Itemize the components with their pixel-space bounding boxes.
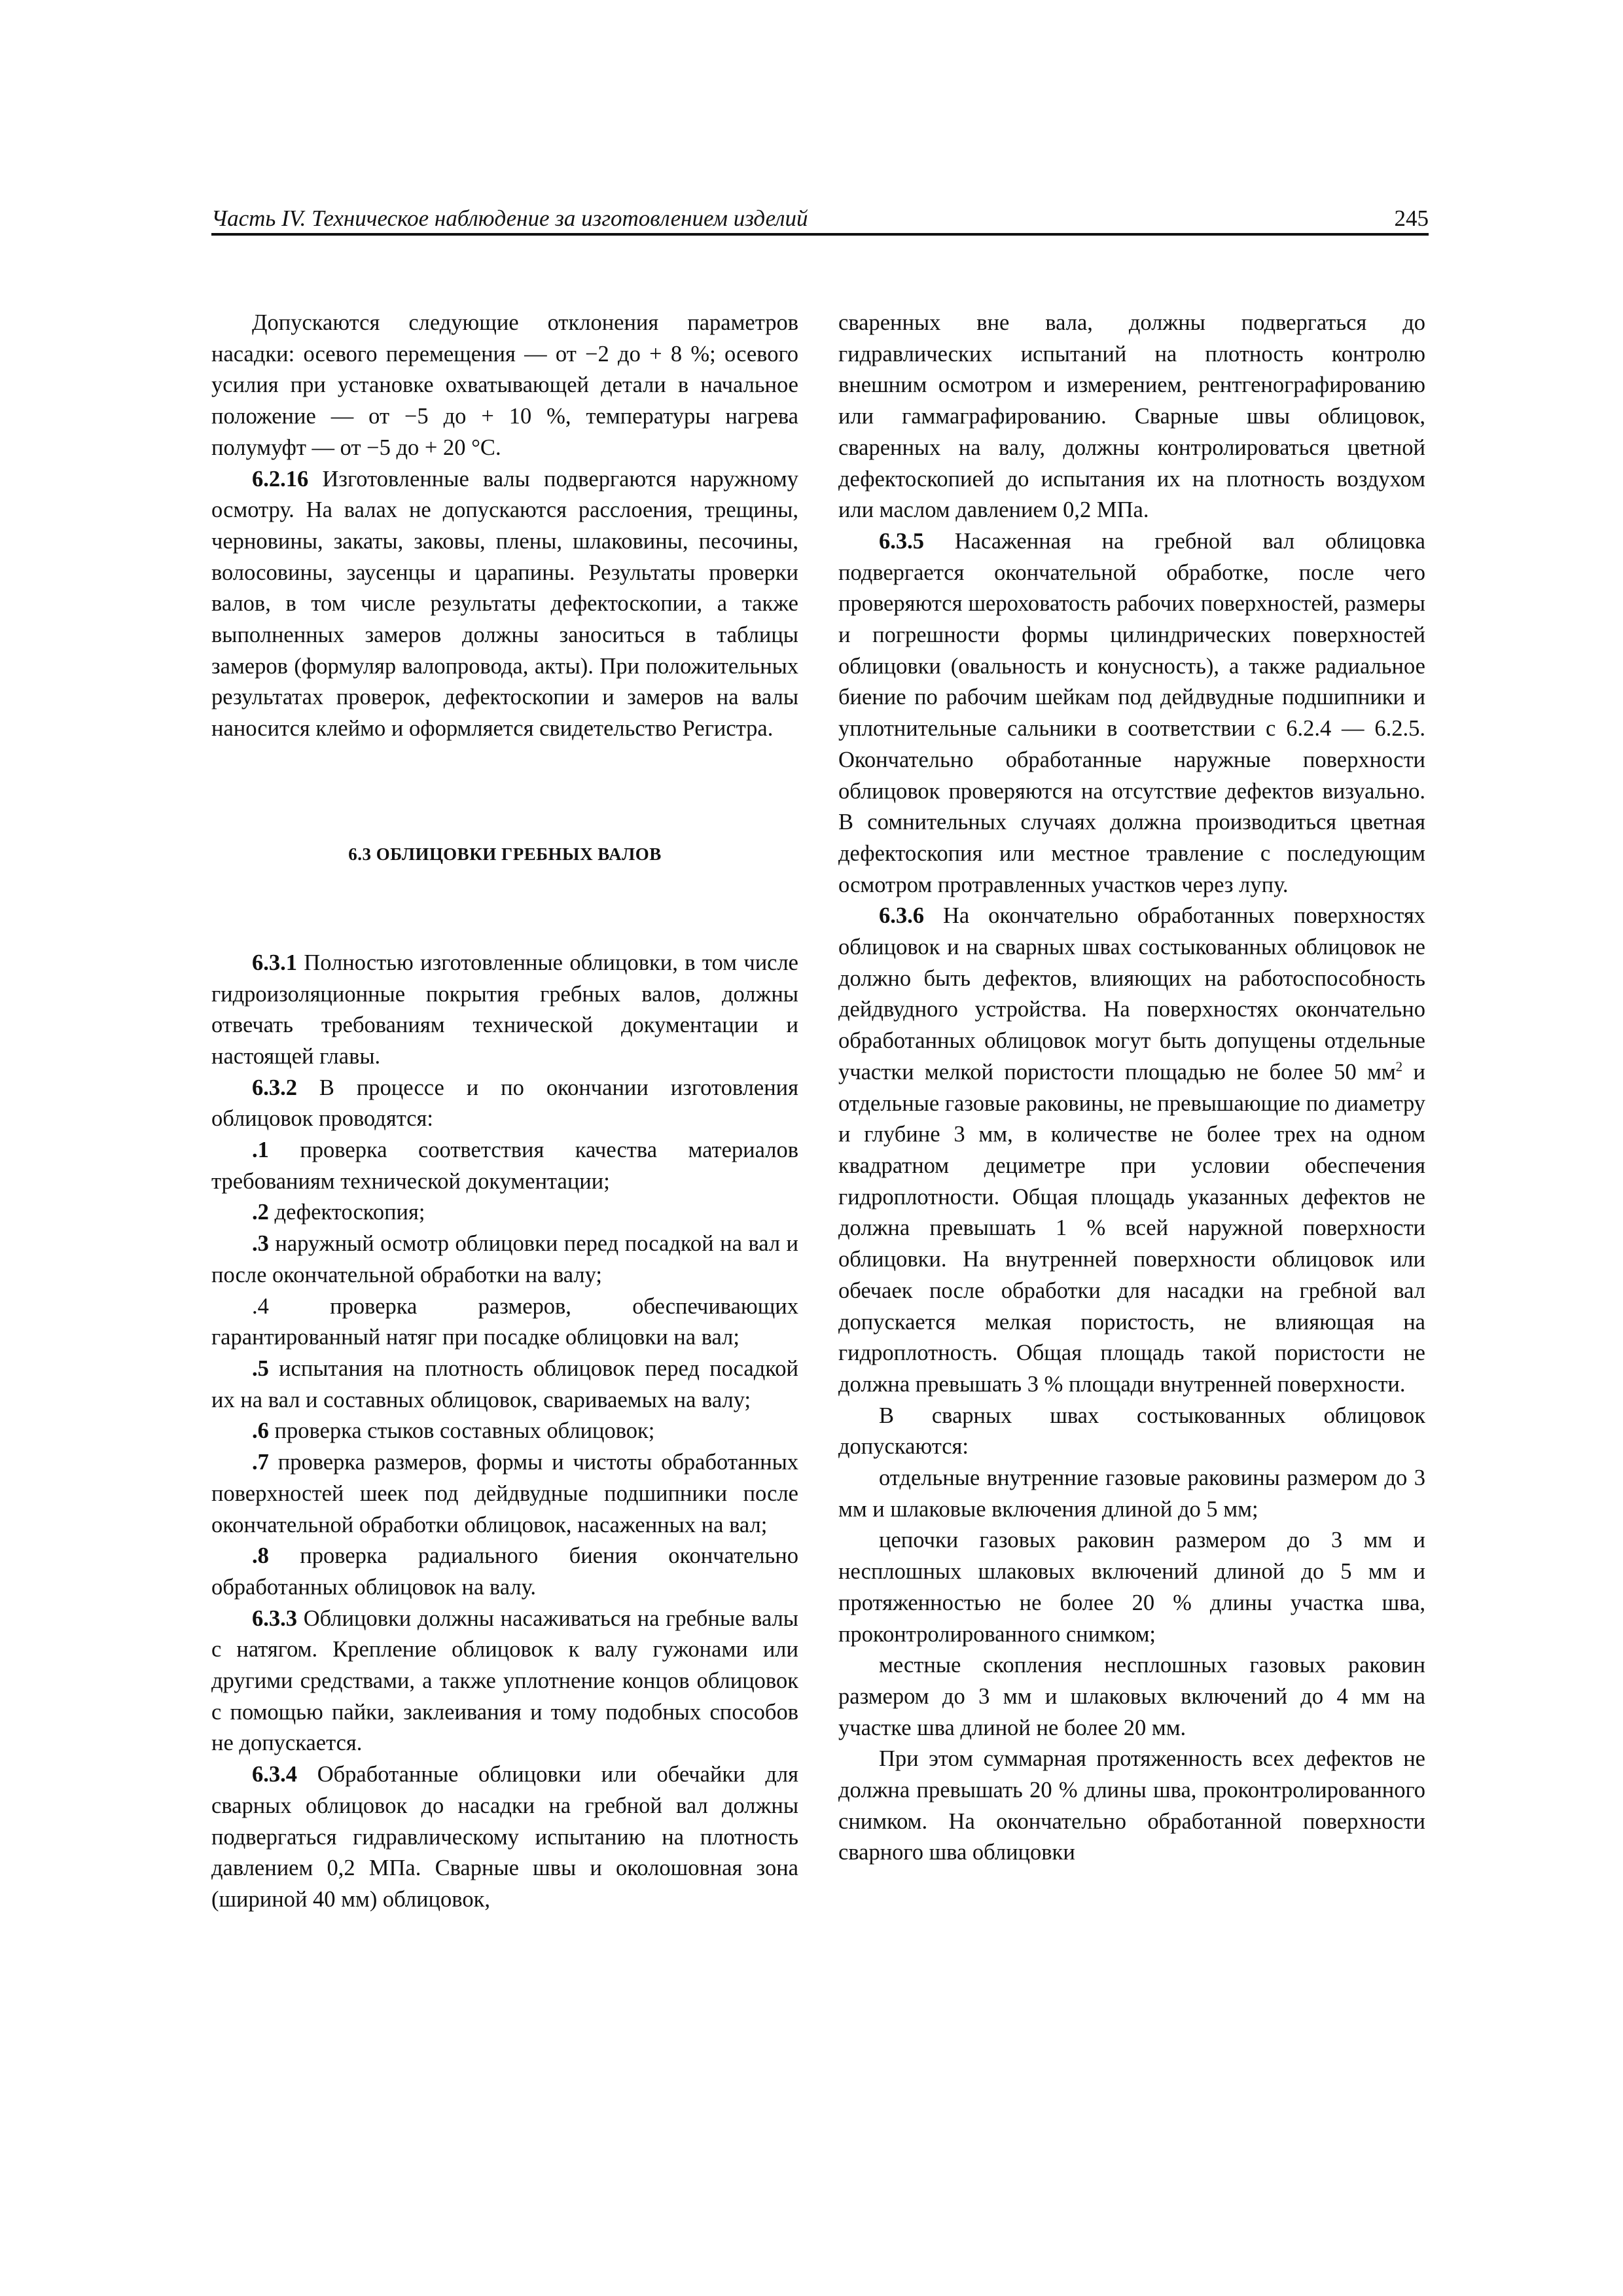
list-item: местные скопления несплошных газовых раковин размером до 3 мм и шлаковых включений до 4 мм на участке шва длиной не более 20 мм. (838, 1653, 1425, 1740)
header-title: Часть IV. Техническое наблюдение за изготовлением изделий (211, 206, 808, 231)
paragraph-6-3-2 (211, 1073, 798, 1135)
superscript: 2 (1395, 1060, 1403, 1075)
paragraph-6-3-6 (838, 901, 1425, 1400)
item-number: .5 (252, 1355, 269, 1381)
list-item: отдельные внутренние газовые раковины размером до 3 мм и шлаковые включения длиной до 5 мм; (838, 1465, 1425, 1522)
clause-number: 6.3.6 (879, 903, 924, 929)
paragraph-weld-defects: В сварных швах состыкованных облицовок допускаются: (838, 1403, 1425, 1460)
clause-text: Полностью изготовленные облицовки, в том числе гидроизоляционные покрытия гребных валов, должны отвечать требованиям технической документации и настоящей главы. (211, 950, 798, 1069)
clause-number: 6.3.1 (252, 950, 297, 975)
clause-text: Облицовки должны насаживаться на гребные валы с натягом. Крепление облицовок к валу гужонами или другими средствами, а также уплотнение концов облицовок с помощью пайки, заклеивания и тому подобных способов не допускается. (211, 1605, 798, 1756)
list-item (211, 1197, 798, 1229)
item-text: проверка соответствия качества материалов требованиям технической документации; (211, 1138, 798, 1194)
item-number: .6 (252, 1418, 269, 1444)
clause-number: 6.2.16 (252, 466, 309, 492)
clause-number: 6.3.4 (252, 1762, 297, 1787)
item-text: проверка размеров, обеспечивающих гарантированный натяг при посадке облицовки на вал; (211, 1293, 798, 1350)
list-item (211, 1447, 798, 1541)
running-header (211, 196, 1429, 236)
item-text: наружный осмотр облицовки перед посадкой на вал и после окончательной обработки на валу; (211, 1231, 798, 1287)
page-number: 245 (1394, 206, 1429, 231)
paragraph-6-3-5 (838, 526, 1425, 901)
item-text: дефектоскопия; (268, 1200, 425, 1225)
item-text: проверка радиального биения окончательно обработанных облицовок на валу. (211, 1543, 798, 1600)
clause-text: Насаженная на гребной вал облицовка подвергается окончательной обработке, после чего проверяются шероховатость рабочих поверхностей, размеры и погрешности формы цилиндрических поверхностей облицовки (овальность и конусность), а также радиальное биение по рабочим шейкам под дейдвудные подшипники и уплотнительные сальники в соответствии с 6.2.4 — 6.2.5. Окончательно обработанные наружные поверхности облицовок проверяются на отсутствие дефектов визуально. В сомнительных случаях должна производиться цветная дефектоскопия или местное травление с последующим осмотром протравленных участков через лупу. (838, 528, 1425, 897)
header-rule (211, 233, 1429, 236)
clause-text: На окончательно обработанных поверхностях облицовок и на сварных швах состыкованных облицовок не должно быть дефектов, влияющих на работоспособность дейдвудного устройства. На поверхностях окончательно обработанных облицовок могут быть допущены отдельные участки мелкой пористости площадью не более 50 мм (838, 903, 1425, 1085)
clause-number: 6.3.5 (879, 528, 924, 554)
item-text: испытания на плотность облицовок перед посадкой их на вал и составных облицовок, свариваемых на валу; (211, 1355, 798, 1412)
paragraph-6-3-4 (211, 1759, 798, 1916)
paragraph-6-3-1 (211, 948, 798, 1073)
right-column (838, 308, 1425, 1869)
paragraph-deviations: Допускаются следующие отклонения параметров насадки: осевого перемещения — от −2 до + 8 %; осевого усилия при установке охватывающей детали в начальное положение — от −5 до + 10 %, температуры нагрева полумуфт — от −5 до + 20 °С. (211, 310, 798, 460)
list-item (211, 1541, 798, 1603)
list-item (211, 1135, 798, 1197)
paragraph-6-3-4-continued: сваренных вне вала, должны подвергаться до гидравлических испытаний на плотность контролю внешним осмотром и измерением, рентгенографированию или гаммаграфированию. Сварные швы облицовок, сваренных на валу, должны контролироваться цветной дефектоскопией до испытания их на плотность воздухом или маслом давлением 0,2 МПа. (838, 310, 1425, 523)
item-number: .3 (252, 1231, 269, 1257)
item-number: .7 (252, 1450, 269, 1475)
clause-text: и отдельные газовые раковины, не превышающие по диаметру и глубине 3 мм, в количестве не более трех на одном квадратном дециметре при условии обеспечения гидроплотности. Общая площадь указанных дефектов не должна превышать 1 % всей наружной поверхности облицовки. На внутренней поверхности облицовок или обечаек после обработки для насадки на гребной вал допускается мелкая пористость, не влияющая на гидроплотность. Общая площадь такой пористости не должна превышать 3 % площади внутренней поверхности. (838, 1059, 1425, 1397)
list-item: цепочки газовых раковин размером до 3 мм и несплошных шлаковых включений длиной до 5 мм и протяженностью не более 20 % длины участка шва, проконтролированного снимком; (838, 1528, 1425, 1647)
clause-text: Изготовленные валы подвергаются наружному осмотру. На валах не допускаются расслоения, трещины, черновины, закаты, заковы, плены, шлаковины, песочины, волосовины, заусенцы и царапины. Результаты проверки валов, в том числе результаты дефектоскопии, а также выполненных замеров должны заноситься в таблицы замеров (формуляр валопровода, акты). При положительных результатах проверок, дефектоскопии и замеров на валы наносится клеймо и оформляется свидетельство Регистра. (211, 466, 798, 742)
list-item (211, 1229, 798, 1291)
list-item (211, 1416, 798, 1447)
item-number: .2 (252, 1200, 269, 1225)
item-number: .8 (252, 1543, 269, 1569)
item-text: проверка размеров, формы и чистоты обработанных поверхностей шеек под дейдвудные подшипники после окончательной обработки облицовок, насаженных на вал; (211, 1450, 798, 1537)
left-column (211, 308, 798, 1916)
paragraph-6-2-16 (211, 464, 798, 745)
item-number: .1 (252, 1138, 269, 1163)
clause-number: 6.3.3 (252, 1605, 297, 1631)
clause-number: 6.3.2 (252, 1075, 297, 1100)
list-item (211, 1291, 798, 1354)
item-text: проверка стыков составных облицовок; (268, 1418, 655, 1444)
clause-text: В процессе и по окончании изготовления облицовок проводятся: (211, 1075, 798, 1132)
item-number: .4 (252, 1293, 269, 1319)
list-item (211, 1354, 798, 1416)
section-heading: 6.3 ОБЛИЦОВКИ ГРЕБНЫХ ВАЛОВ (348, 844, 662, 864)
paragraph-final: При этом суммарная протяженность всех дефектов не должна превышать 20 % длины шва, проконтролированного снимком. На окончательно обработанной поверхности сварного шва облицовки (838, 1746, 1425, 1865)
clause-text: Обработанные облицовки или обечайки для сварных облицовок до насадки на гребной вал должны подвергаться гидравлическому испытанию на плотность давлением 0,2 МПа. Сварные швы и околошовная зона (шириной 40 мм) облицовок, (211, 1762, 798, 1912)
paragraph-6-3-3 (211, 1604, 798, 1760)
